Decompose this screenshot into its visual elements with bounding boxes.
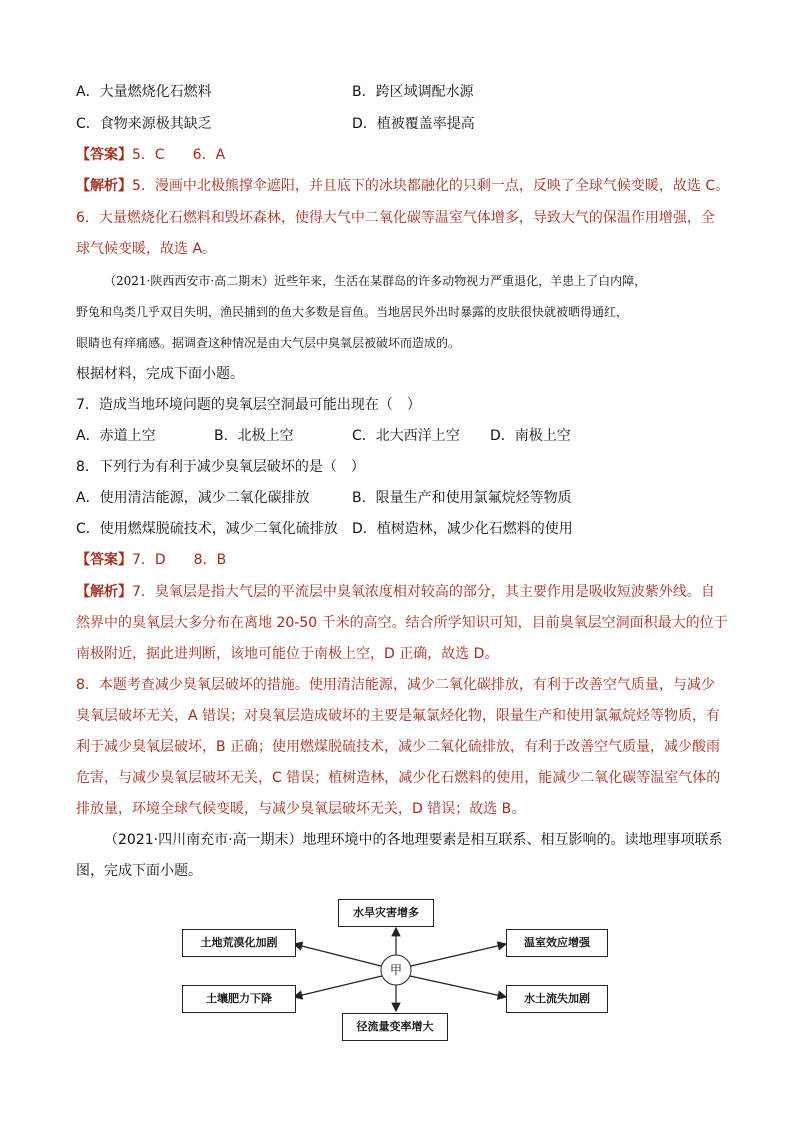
analysis2-line-5: 臭氧层破坏无关，A 错误；对臭氧层造成破坏的主要是氟氯烃化物，限量生产和使用氯氟烷烃等物质，有 xyxy=(76,708,721,724)
option-a: A．大量燃烧化石燃料 xyxy=(76,84,212,100)
material-line-1: （2021·陕西西安市·高二期末）近些年来，生活在某群岛的许多动物视力严重退化，羊患上了白内障， xyxy=(104,274,647,288)
option-d: D．植被覆盖率提高 xyxy=(352,116,475,132)
question-8-option-c: C．使用燃煤脱硫技术，减少二氧化硫排放 xyxy=(76,521,338,537)
answer-label: 【答案】 xyxy=(76,552,132,568)
analysis-line-3: 球气候变暖，故选 A。 xyxy=(76,241,217,257)
arrow-to-left-top xyxy=(294,944,381,966)
question-7-option-c: C．北大西洋上空 xyxy=(352,428,460,444)
question-7-stem: 7．造成当地环境问题的臭氧层空洞最可能出现在（ ） xyxy=(76,397,421,413)
question-8-option-b: B．限量生产和使用氯氟烷烃等物质 xyxy=(352,490,572,506)
analysis2-line-6: 利于减少臭氧层破坏，B 正确；使用燃煤脱硫技术，减少二氧化硫排放，有利于改善空气质量，减少酸雨 xyxy=(76,739,721,755)
analysis-label: 【解析】 xyxy=(76,584,132,600)
material-line-3: 眼睛也有痒痛感。据调查这种情况是由大气层中臭氧层被破坏而造成的。 xyxy=(76,336,461,350)
box-top: 水旱灾害增多 xyxy=(338,899,434,927)
option-b: B．跨区域调配水源 xyxy=(352,84,474,100)
material2-line-1: （2021·四川南充市·高一期末）地理环境中的各地理要素是相互联系、相互影响的。读地理事项联系 xyxy=(104,832,723,848)
answer-line-2 xyxy=(76,550,226,570)
material-instruction: 根据材料，完成下面小题。 xyxy=(76,366,244,382)
box-right-bottom: 水土流失加剧 xyxy=(506,985,608,1013)
arrow-to-right-top xyxy=(411,944,506,966)
analysis-text: 7．臭氧层是指大气层的平流层中臭氧浓度相对较高的部分，其主要作用是吸收短波紫外线。自 xyxy=(132,584,715,600)
question-8-option-d: D．植树造林，减少化石燃料的使用 xyxy=(352,521,573,537)
box-right-top: 温室效应增强 xyxy=(506,929,608,957)
answer-label: 【答案】 xyxy=(76,147,132,163)
question-7-option-b: B．北极上空 xyxy=(214,428,294,444)
box-left-bottom: 土壤肥力下降 xyxy=(182,985,296,1013)
answer-text: 5．C 6．A xyxy=(132,147,226,163)
relationship-diagram xyxy=(176,893,612,1047)
question-8-stem: 8．下列行为有利于减少臭氧层破坏的是（ ） xyxy=(76,459,365,475)
question-7-option-a: A．赤道上空 xyxy=(76,428,156,444)
material-line-2: 野兔和鸟类几乎双目失明，渔民捕到的鱼大多数是盲鱼。当地居民外出时暴露的皮肤很快就被晒得通红， xyxy=(76,305,629,319)
analysis-line-2: 6．大量燃烧化石燃料和毁坏森林，使得大气中二氧化碳等温室气体增多，导致大气的保温作用增强，全 xyxy=(76,210,715,226)
arrow-to-right-bottom xyxy=(410,976,506,997)
answer-line-1 xyxy=(76,145,225,165)
arrow-to-left-bottom xyxy=(294,976,382,997)
material2-line-2: 图，完成下面小题。 xyxy=(76,863,202,879)
analysis-label: 【解析】 xyxy=(76,178,132,194)
analysis2-line-7: 危害，与减少臭氧层破坏无关，C 错误；植树造林，减少化石燃料的使用，能减少二氧化碳等温室气体的 xyxy=(76,770,721,786)
answer-text: 7．D 8．B xyxy=(132,552,227,568)
box-left-top: 土地荒漠化加剧 xyxy=(182,929,296,957)
analysis2-line-3: 南极附近，据此进判断，该地可能位于南极上空，D 正确，故选 D。 xyxy=(76,646,499,662)
option-c: C．食物来源极其缺乏 xyxy=(76,116,212,132)
analysis2-line-2: 然界中的臭氧层大多分布在离地 20-50 千米的高空。结合所学知识可知，目前臭氧层空洞面积最大的位于 xyxy=(76,615,728,631)
analysis-line-1 xyxy=(76,176,729,196)
analysis2-line-1 xyxy=(76,582,715,602)
analysis2-line-4: 8．本题考查减少臭氧层破坏的措施。使用清洁能源，减少二氧化碳排放，有利于改善空气质量，与减少 xyxy=(76,677,715,693)
analysis2-line-8: 排放量，环境全球气候变暖，与减少臭氧层破坏无关，D 错误；故选 B。 xyxy=(76,801,526,817)
question-8-option-a: A．使用清洁能源，减少二氧化碳排放 xyxy=(76,490,310,506)
box-bottom: 径流量变率增大 xyxy=(342,1013,448,1041)
center-label: 甲 xyxy=(389,963,402,977)
question-7-option-d: D．南极上空 xyxy=(490,428,571,444)
analysis-text: 5．漫画中北极熊撑伞遮阳，并且底下的冰块都融化的只剩一点，反映了全球气候变暖，故选 C。 xyxy=(132,178,730,194)
